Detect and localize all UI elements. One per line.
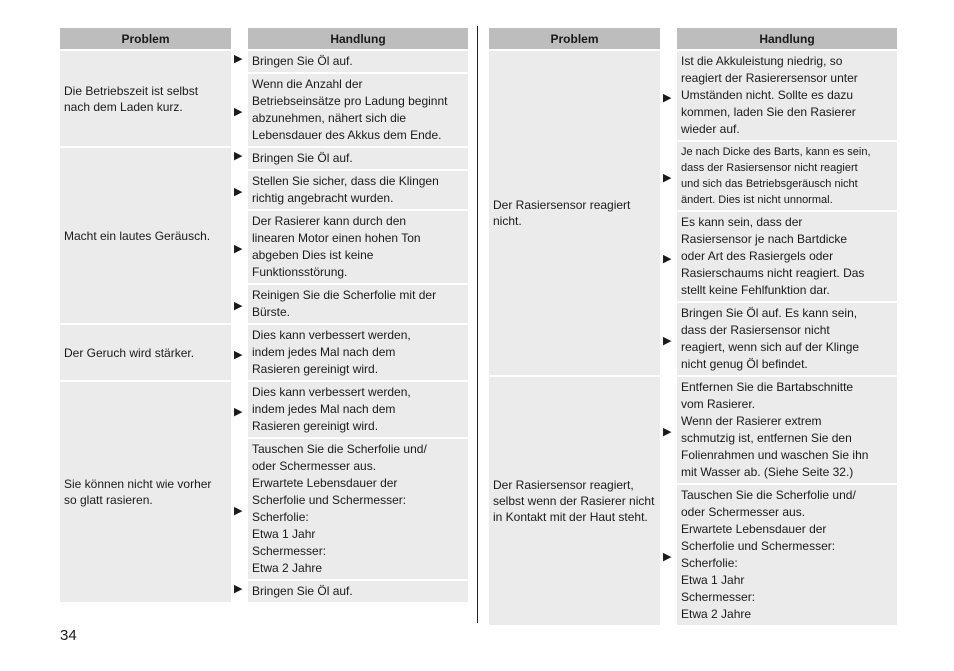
arrow-right-icon: ▶ [234, 406, 243, 418]
table-row [60, 325, 468, 380]
action-text: Ist die Akkuleistung niedrig, so reagiert der Rasierersensor unter Umständen nicht. Sollte es dazu kommen, laden Sie den Rasierer wieder auf. [677, 51, 897, 140]
action-item [660, 485, 897, 625]
action-text: Der Rasierer kann durch den linearen Motor einen hohen Ton abgeben Dies ist keine Funktionsstörung. [248, 211, 468, 283]
action-item [231, 581, 468, 602]
action-text: Wenn die Anzahl der Betriebseinsätze pro Ladung beginnt abzunehmen, nähert sich die Lebensdauer des Akkus dem Ende. [248, 74, 468, 146]
page-number: 34 [60, 627, 77, 644]
action-text: Bringen Sie Öl auf. [248, 148, 468, 169]
arrow-right-icon: ▶ [663, 253, 672, 265]
action-text: Bringen Sie Öl auf. [248, 51, 468, 72]
action-item [660, 51, 897, 140]
arrow-right-icon: ▶ [234, 186, 243, 198]
table-row [60, 51, 468, 146]
troubleshooting-table-left [60, 28, 468, 602]
arrow-right-icon: ▶ [234, 583, 243, 595]
header-action: Handlung [248, 28, 468, 49]
action-text: Dies kann verbessert werden, indem jedes Mal nach dem Rasieren gereinigt wird. [248, 382, 468, 437]
table-row [60, 148, 468, 323]
action-item [660, 377, 897, 483]
action-item [231, 325, 468, 380]
action-item [231, 211, 468, 283]
problem-cell: Der Rasiersensor reagiert nicht. [489, 51, 660, 375]
arrow-right-icon: ▶ [234, 243, 243, 255]
arrow-right-icon: ▶ [234, 53, 243, 65]
action-text: Bringen Sie Öl auf. [248, 581, 468, 602]
table-header [60, 28, 468, 49]
action-item [660, 142, 897, 210]
action-item [231, 285, 468, 323]
action-item [231, 439, 468, 579]
action-text: Es kann sein, dass der Rasiersensor je nach Bartdicke oder Art des Rasiergels oder Rasierschaums nicht reagiert. Das stellt keine Fehlfunktion dar. [677, 212, 897, 301]
arrow-right-icon: ▶ [663, 335, 672, 347]
problem-cell: Die Betriebszeit ist selbst nach dem Laden kurz. [60, 51, 231, 146]
action-text: Tauschen Sie die Scherfolie und/ oder Schermesser aus. Erwartete Lebensdauer der Scherfolie und Schermesser: Scherfolie: Etwa 1 Jahr Schermesser: Etwa 2 Jahre [677, 485, 897, 625]
arrow-right-icon: ▶ [663, 551, 672, 563]
table-row [489, 51, 897, 375]
header-action: Handlung [677, 28, 897, 49]
column-divider [477, 26, 478, 623]
action-item [231, 51, 468, 72]
action-text: Bringen Sie Öl auf. Es kann sein, dass der Rasiersensor nicht reagiert, wenn sich auf der Klinge nicht genug Öl befindet. [677, 303, 897, 375]
problem-cell: Der Geruch wird stärker. [60, 325, 231, 380]
arrow-right-icon: ▶ [234, 349, 243, 361]
problem-cell: Macht ein lautes Geräusch. [60, 148, 231, 323]
action-text: Dies kann verbessert werden, indem jedes Mal nach dem Rasieren gereinigt wird. [248, 325, 468, 380]
action-text: Je nach Dicke des Barts, kann es sein, dass der Rasiersensor nicht reagiert und sich das Betriebsgeräusch nicht ändert. Dies ist nicht unnormal. [677, 142, 897, 210]
arrow-right-icon: ▶ [663, 92, 672, 104]
table-row [489, 377, 897, 625]
action-text: Tauschen Sie die Scherfolie und/ oder Schermesser aus. Erwartete Lebensdauer der Scherfolie und Schermesser: Scherfolie: Etwa 1 Jahr Schermesser: Etwa 2 Jahre [248, 439, 468, 579]
problem-cell: Der Rasiersensor reagiert, selbst wenn der Rasierer nicht in Kontakt mit der Haut steht. [489, 377, 660, 625]
table-header [489, 28, 897, 49]
action-text: Reinigen Sie die Scherfolie mit der Bürste. [248, 285, 468, 323]
action-item [231, 148, 468, 169]
problem-cell: Sie können nicht wie vorher so glatt rasieren. [60, 382, 231, 602]
action-text: Stellen Sie sicher, dass die Klingen richtig angebracht wurden. [248, 171, 468, 209]
arrow-right-icon: ▶ [234, 106, 243, 118]
action-item [660, 303, 897, 375]
header-problem: Problem [60, 28, 231, 49]
arrow-right-icon: ▶ [234, 300, 243, 312]
action-item [231, 74, 468, 146]
action-item [231, 171, 468, 209]
arrow-right-icon: ▶ [234, 150, 243, 162]
action-item [231, 382, 468, 437]
header-problem: Problem [489, 28, 660, 49]
action-text: Entfernen Sie die Bartabschnitte vom Rasierer. Wenn der Rasierer extrem schmutzig ist, entfernen Sie den Folienrahmen und waschen Sie ihn mit Wasser ab. (Siehe Seite 32.) [677, 377, 897, 483]
arrow-right-icon: ▶ [234, 505, 243, 517]
table-row [60, 382, 468, 602]
arrow-right-icon: ▶ [663, 172, 672, 184]
troubleshooting-table-right [489, 28, 897, 625]
action-item [660, 212, 897, 301]
arrow-right-icon: ▶ [663, 426, 672, 438]
